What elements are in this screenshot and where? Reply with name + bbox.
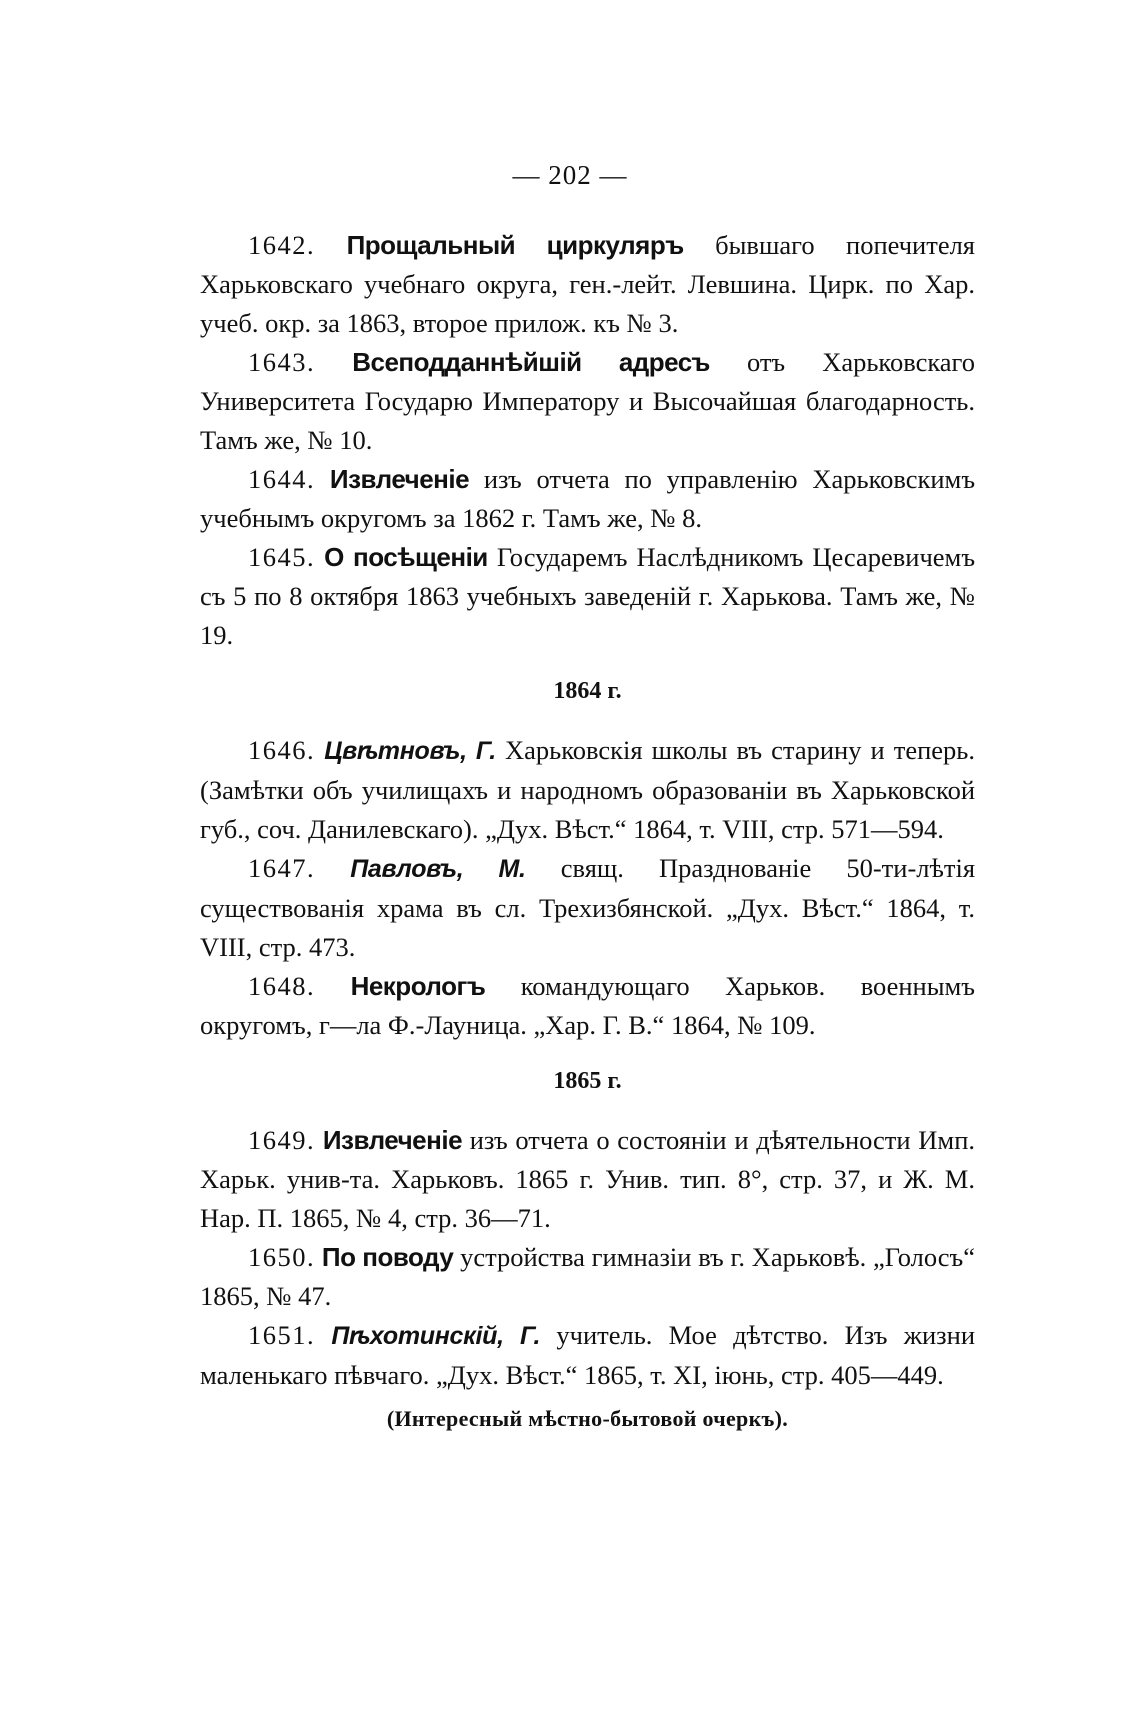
entry-text: Харьковскія школы въ старину и теперь. (Замѣтки объ училищахъ и народномъ образованіи въ Харьковской губ., соч. Данилевскаго). „Дух. Вѣст.“ 1864, т. VIII, стр. 571—594. [200,735,975,844]
entry-text: командующаго Харьков. военнымъ округомъ, г—ла Ф.-Лауница. „Хар. Г. В.“ 1864, № 109. [200,971,976,1040]
entry-keyword: Прощальный циркуляръ [346,230,684,260]
year-heading-1865: 1865 г. [553,1068,622,1094]
entry-text: устройства гимназіи въ г. Харьковѣ. „Голосъ“ 1865, № 47. [200,1242,976,1311]
entry-keyword: Всеподданнѣйшій адресъ [352,347,710,377]
entry-text: отъ Харьковскаго Университета Государю Императору и Высочайшая благодарность. Тамъ же, № 10. [200,347,976,455]
year-heading-1864: 1864 г. [553,678,622,704]
entry-1651 [200,1316,975,1395]
entry-text: свящ. Празднованіе 50-ти-лѣтія существованія храма въ сл. Трехизбянской. „Дух. Вѣст.“ 1864, т. VIII, стр. 473. [200,853,976,962]
entry-1650 [200,1238,975,1316]
entry-text: изъ отчета о состояніи и дѣятельности Имп. Харьк. унив-та. Харьковъ. 1865 г. Унив. тип. 8°, стр. 37, и Ж. М. Нар. П. 1865, № 4, стр. 36—71. [200,1125,975,1233]
entry-number: 1647. [248,853,316,883]
entry-text: бывшаго попечителя Харьковскаго учебнаго округа, ген.-лейт. Левшина. Цирк. по Хар. учеб. окр. за 1863, второе прилож. къ № 3. [200,230,975,338]
entry-text: Государемъ Наслѣдникомъ Цесаревичемъ съ 5 по 8 октября 1863 учебныхъ заведеній г. Харькова. Тамъ же, № 19. [200,542,976,650]
entry-author: Павловъ, М. [350,855,526,883]
entry-number: 1648. [248,971,316,1001]
entry-author: Цвѣтновъ, Г. [324,737,496,765]
entry-number: 1642. [248,230,316,260]
entry-1644 [200,460,975,538]
entry-number: 1643. [248,347,316,377]
entry-1642 [200,226,975,343]
entry-number: 1649. [248,1125,316,1155]
bibliography-body [200,226,975,1437]
entry-1645 [200,538,975,655]
entry-number: 1645. [248,542,316,572]
entry-number: 1644. [248,464,316,494]
entry-keyword: Извлеченіе [322,1125,463,1155]
entry-number: 1650. [248,1242,316,1272]
entry-number: 1646. [248,735,316,765]
entry-text: изъ отчета по управленію Харьковскимъ учебнымъ округомъ за 1862 г. Тамъ же, № 8. [200,464,976,533]
entry-number: 1651. [248,1320,316,1350]
entry-note: (Интересный мѣстно-бытовой очеркъ). [386,1406,789,1431]
page-number: — 202 — [512,160,628,190]
entry-1648 [200,967,975,1045]
entry-1643 [200,343,975,460]
entry-keyword: Извлеченіе [329,464,470,494]
entry-1649 [200,1121,975,1238]
entry-keyword: Некрологъ [350,971,486,1001]
entry-text: учитель. Мое дѣтство. Изъ жизни маленькаго пѣвчаго. „Дух. Вѣст.“ 1865, т. XI, іюнь, стр. 405—449. [200,1320,976,1390]
entry-keyword: По поводу [321,1242,454,1272]
entry-keyword: О посѣщеніи [324,542,488,572]
entry-author: Пѣхотинскій, Г. [331,1322,541,1350]
entry-1646 [200,731,975,849]
entry-1647 [200,849,975,967]
